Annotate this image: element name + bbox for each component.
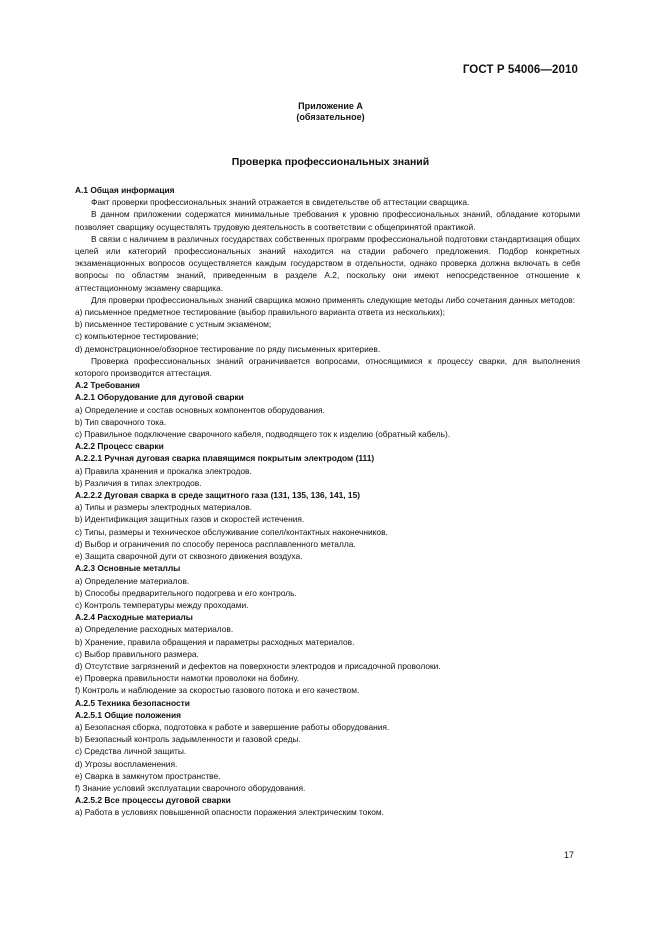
section-heading: А.2.5.1 Общие положения (75, 709, 181, 720)
list-item: d) Отсутствие загрязнений и дефектов на поверхности электродов и присадочной проволоки. (75, 660, 441, 671)
page-number: 17 (563, 850, 574, 860)
list-item: f) Знание условий эксплуатации сварочного оборудования. (75, 782, 306, 793)
list-item: e) Проверка правильности намотки проволоки на бобину. (75, 673, 299, 684)
paragraph: Проверка профессиональных знаний ограничивается вопросами, относящимися к процессу сварки, для выполнения которого производится аттестация. (75, 355, 580, 379)
list-item: b) Идентификация защитных газов и скоростей истечения. (75, 514, 305, 525)
section-heading: А.2.1 Оборудование для дуговой сварки (75, 392, 244, 403)
list-item: c) Выбор правильного размера. (75, 648, 199, 659)
list-item: b) Безопасный контроль задымленности и газовой среды. (75, 734, 301, 745)
list-item: c) Типы, размеры и техническое обслуживание сопел/контактных наконечников. (75, 526, 388, 537)
paragraph: В данном приложении содержатся минимальные требования к уровню профессиональных знаний, обладание которыми позволяет сварщику осуществлять трудовую деятельность в соответствии с общепринятой практикой. (75, 209, 580, 232)
list-item: d) Выбор и ограничения по способу переноса расплавленного металла. (75, 538, 356, 549)
paragraph: Факт проверки профессиональных знаний отражается в свидетельстве об аттестации сварщика. (91, 197, 470, 208)
list-item: a) Определение материалов. (75, 575, 190, 586)
list-item: c) компьютерное тестирование; (75, 331, 199, 342)
section-heading: А.2.4 Расходные материалы (75, 612, 193, 623)
list-item: c) Контроль температуры между проходами. (75, 599, 249, 610)
list-item: a) Определение расходных материалов. (75, 624, 234, 635)
paragraph: В связи с наличием в различных государствах собственных программ профессиональной подготовки стандартизация общих целей или категорий профессиональных знаний находится на стадии рабочего предложения. Подбор конкретных экзаменационных вопросов осуществляется каждым государством в отдельности, однако проверка должна включать в себя вопросы по областям знаний, приведенным в разделе А.2, поскольку они имеют непосредственное отношение к аттестационному экзамену сварщика. (75, 233, 580, 293)
section-heading: А.2.5.2 Все процессы дуговой сварки (75, 795, 231, 806)
list-item: b) письменное тестирование с устным экзаменом; (75, 319, 272, 330)
section-heading: А.2.2.2 Дуговая сварка в среде защитного газа (131, 135, 136, 141, 15) (75, 490, 361, 501)
section-heading: А.2.5 Техника безопасности (75, 697, 190, 708)
list-item: b) Тип сварочного тока. (75, 416, 167, 427)
list-item: a) Безопасная сборка, подготовка к работе и завершение работы оборудования. (75, 721, 390, 732)
section-heading: А.2 Требования (75, 380, 140, 391)
list-item: a) Типы и размеры электродных материалов. (75, 502, 253, 513)
list-item: a) письменное предметное тестирование (выбор правильного варианта ответа из нескольких); (75, 307, 445, 318)
list-item: b) Хранение, правила обращения и параметры расходных материалов. (75, 636, 355, 647)
section-heading: А.1 Общая информация (75, 185, 175, 195)
list-item: e) Защита сварочной дуги от сквозного движения воздуха. (75, 551, 303, 562)
list-item: f) Контроль и наблюдение за скоростью газового потока и его качеством. (75, 685, 360, 696)
list-item: b) Способы предварительного подогрева и его контроль. (75, 587, 297, 598)
document-body (75, 184, 580, 819)
list-item: c) Средства личной защиты. (75, 746, 187, 757)
section-title: Проверка профессиональных знаний (231, 156, 430, 168)
paragraph: Для проверки профессиональных знаний сварщика можно применять следующие методы либо сочетания данных методов: (91, 294, 576, 305)
list-item: e) Сварка в замкнутом пространстве. (75, 770, 221, 781)
list-item: d) Угрозы воспламенения. (75, 758, 178, 769)
appendix-heading (0, 101, 661, 123)
appendix-title: Приложение А (298, 101, 363, 111)
list-item: d) демонстрационное/обзорное тестирование по ряду письменных критериев. (75, 343, 381, 354)
appendix-status: (обязательное) (296, 112, 365, 122)
list-item: b) Различия в типах электродов. (75, 477, 202, 488)
list-item: c) Правильное подключение сварочного кабеля, подводящего ток к изделию (обратный кабель). (75, 429, 451, 440)
document-number: ГОСТ Р 54006—2010 (462, 64, 578, 76)
section-heading: А.2.2.1 Ручная дуговая сварка плавящимся покрытым электродом (111) (75, 453, 375, 464)
section-heading: А.2.2 Процесс сварки (75, 441, 164, 452)
section-heading: А.2.3 Основные металлы (75, 563, 181, 574)
list-item: a) Правила хранения и прокалка электродов. (75, 465, 252, 476)
list-item: a) Определение и состав основных компонентов оборудования. (75, 404, 325, 415)
list-item: a) Работа в условиях повышенной опасности поражения электрическим током. (75, 807, 384, 818)
